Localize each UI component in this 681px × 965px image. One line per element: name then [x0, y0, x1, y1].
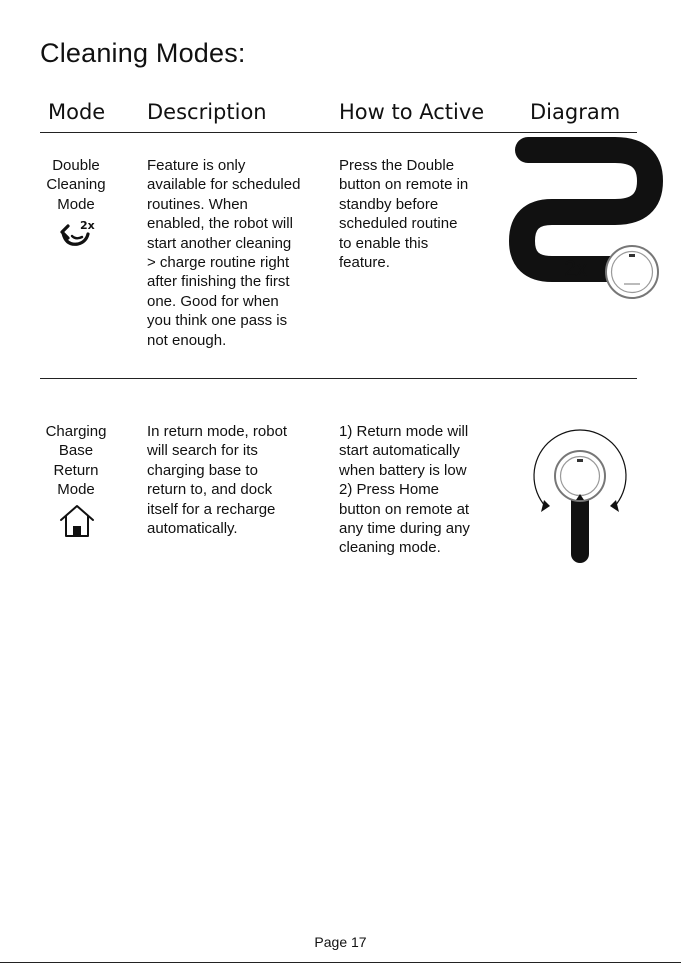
page-number: Page 17 — [314, 934, 367, 950]
description-line: itself for a recharge — [147, 500, 276, 518]
how-line: button on remote at — [339, 500, 470, 518]
mode-line: Charging — [45, 423, 107, 440]
row-divider — [40, 378, 637, 379]
description-line: routines. When — [147, 195, 248, 213]
how-line: feature. — [339, 254, 390, 272]
mode-cell-double-cleaning — [39, 156, 113, 214]
description-cell-double-cleaning — [147, 156, 327, 350]
how-line: start automatically — [339, 442, 460, 460]
description-line: In return mode, robot — [147, 423, 288, 440]
how-line: 1) Return mode will — [339, 423, 469, 440]
how-cell-charging-base-return — [339, 422, 499, 558]
header-diagram: Diagram — [530, 100, 621, 124]
description-line: start another cleaning — [147, 234, 292, 252]
header-how-to-active: How to Active — [339, 100, 485, 124]
bottom-rule — [0, 962, 681, 963]
robot-sensor — [577, 459, 583, 462]
how-line: cleaning mode. — [339, 539, 441, 557]
mode-line: Double — [52, 157, 100, 174]
description-line: available for scheduled — [147, 176, 301, 194]
description-line: will search for its — [147, 442, 258, 460]
mode-cell-charging-base-return — [39, 422, 113, 500]
how-line: Press the Double — [339, 157, 455, 174]
double-cleaning-path-diagram — [500, 136, 681, 306]
how-line: 2) Press Home — [339, 481, 440, 499]
double-clean-icon — [58, 218, 96, 252]
description-line: Feature is only — [147, 157, 246, 174]
robot-top — [561, 457, 600, 496]
description-cell-charging-base-return — [147, 422, 327, 538]
mode-line: Base — [58, 442, 94, 460]
how-line: scheduled routine — [339, 215, 458, 233]
description-line: charging base to — [147, 461, 258, 479]
how-cell-double-cleaning — [339, 156, 499, 272]
header-divider — [40, 132, 637, 133]
how-line: standby before — [339, 195, 439, 213]
header-mode: Mode — [48, 100, 106, 124]
mode-line: Mode — [57, 195, 95, 213]
header-description: Description — [147, 100, 267, 124]
how-line: to enable this — [339, 234, 429, 252]
return-to-base-diagram — [525, 420, 635, 570]
how-line: button on remote in — [339, 176, 469, 194]
robot-sensor — [629, 254, 635, 257]
description-line: you think one pass is — [147, 312, 288, 330]
how-line: any time during any — [339, 520, 470, 538]
how-line: when battery is low — [339, 461, 467, 479]
description-line: automatically. — [147, 520, 238, 538]
page-title: Cleaning Modes: — [40, 38, 246, 68]
description-line: enabled, the robot will — [147, 215, 293, 233]
diagram-2x-label: 2x — [564, 256, 588, 281]
description-line: one. Good for when — [147, 292, 279, 310]
home-icon — [58, 503, 96, 539]
mode-line: Cleaning — [46, 176, 106, 194]
description-line: > charge routine right — [147, 254, 290, 272]
icon-badge: 2x — [80, 219, 95, 232]
description-line: not enough. — [147, 331, 227, 349]
description-line: after finishing the first — [147, 273, 290, 291]
mode-line: Return — [53, 461, 99, 479]
description-line: return to, and dock — [147, 481, 273, 499]
robot-top — [612, 252, 653, 293]
mode-line: Mode — [57, 481, 95, 499]
